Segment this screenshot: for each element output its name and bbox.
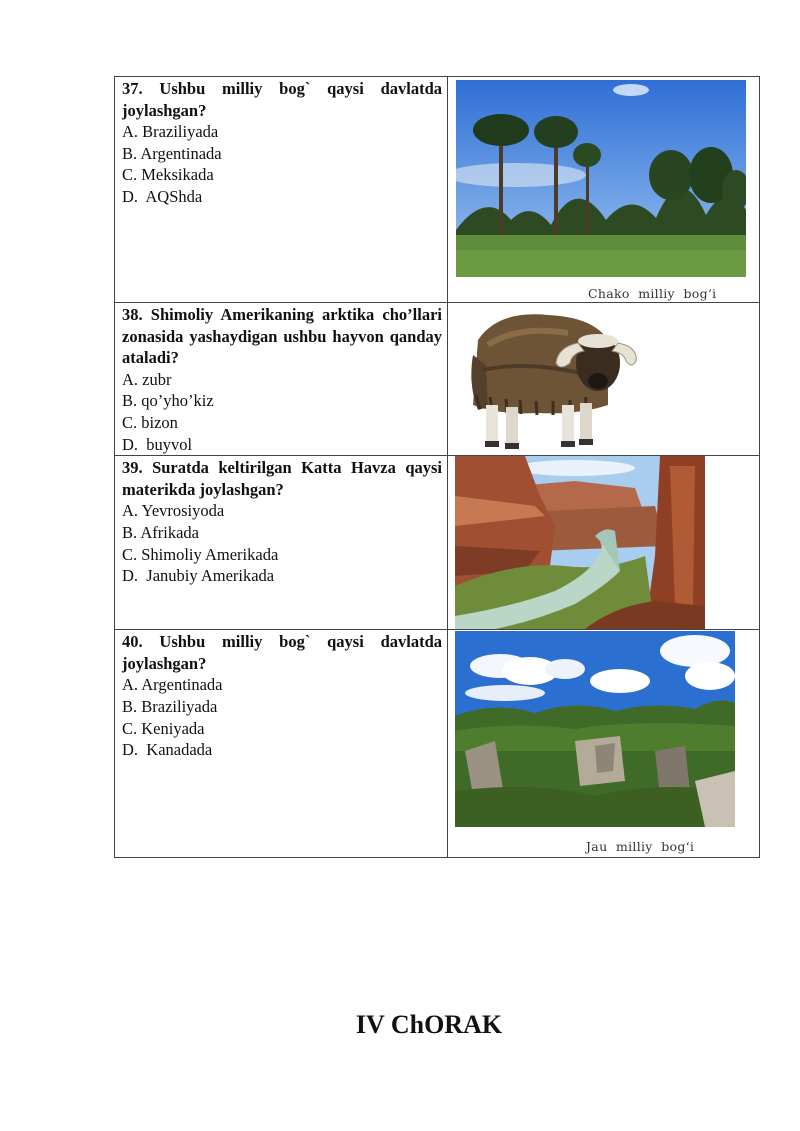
image-cell xyxy=(448,630,760,858)
option-b: B. Braziliyada xyxy=(122,696,218,716)
question-text: 38. Shimoliy Amerikaning arktika cho’llari zonasida yashaydigan ushbu hayvon qanday ataladi? xyxy=(122,305,442,368)
question-cell xyxy=(115,303,448,456)
question-text: 37. Ushbu milliy bog` qaysi davlatda joylashgan? xyxy=(122,79,442,120)
question-text: 39. Suratda keltirilgan Katta Havza qaysi materikda joylashgan? xyxy=(122,458,442,499)
image-cell xyxy=(448,456,760,630)
option-a: A. zubr xyxy=(122,369,172,389)
question-cell xyxy=(115,456,448,630)
question-row-37 xyxy=(115,77,760,303)
rainforest-cliffs-photo xyxy=(455,631,735,827)
option-c: C. Keniyada xyxy=(122,718,205,738)
option-c: C. Meksikada xyxy=(122,165,214,185)
option-d: D. Janubiy Amerikada xyxy=(122,566,275,586)
section-heading: IV ChORAK xyxy=(355,1010,503,1039)
option-b: B. Argentinada xyxy=(122,143,222,163)
question-text: 40. Ushbu milliy bog` qaysi davlatda joylashgan? xyxy=(122,632,442,673)
image-cell xyxy=(448,77,760,303)
option-d: D. Kanadada xyxy=(122,740,213,760)
option-c: C. bizon xyxy=(122,412,178,432)
option-a: A. Braziliyada xyxy=(122,122,219,142)
option-a: A. Yevrosiyoda xyxy=(122,501,225,521)
savanna-palm-trees-photo xyxy=(456,80,746,277)
image-cell xyxy=(448,303,760,456)
question-row-40 xyxy=(115,630,760,858)
canyon-river-photo xyxy=(455,456,705,629)
option-b: B. qo’yho’kiz xyxy=(122,391,214,411)
option-b: B. Afrikada xyxy=(122,522,199,542)
image-caption: Chako milliy bog‘i xyxy=(588,286,717,301)
image-caption: Jau milliy bog‘i xyxy=(586,839,695,855)
question-row-39 xyxy=(115,456,760,630)
option-d: D. AQShda xyxy=(122,186,203,206)
question-row-38 xyxy=(115,303,760,456)
question-cell xyxy=(115,630,448,858)
option-c: C. Shimoliy Amerikada xyxy=(122,544,279,564)
question-cell xyxy=(115,77,448,303)
option-d: D. buyvol xyxy=(122,434,193,454)
quiz-table xyxy=(114,76,760,858)
option-a: A. Argentinada xyxy=(122,675,223,695)
musk-ox-illustration xyxy=(458,305,638,452)
